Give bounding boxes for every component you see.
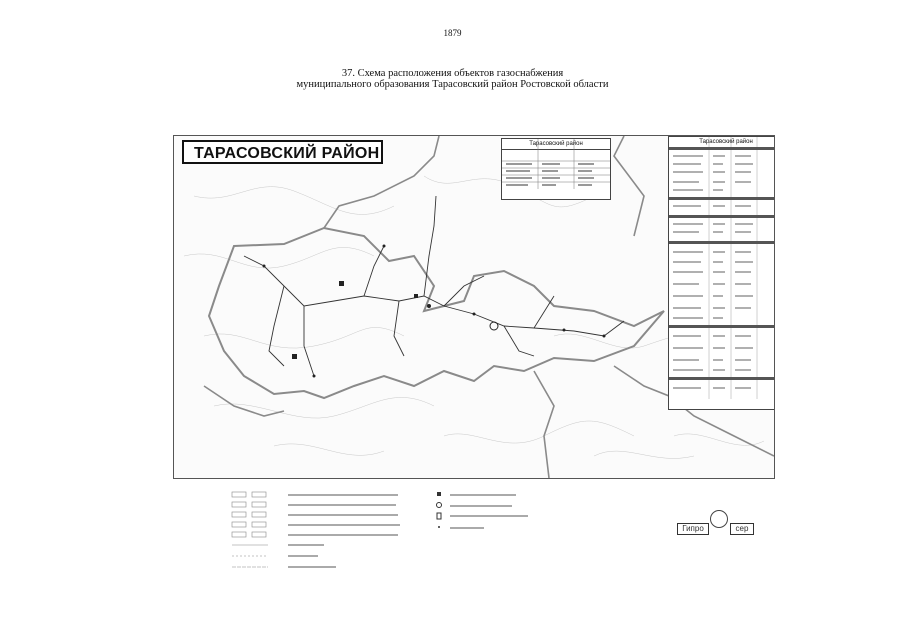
- summary-table-small-title: Тарасовский район: [502, 139, 610, 150]
- objects-table-right-title: Тарасовский район: [669, 137, 775, 148]
- emblem-icon: [710, 510, 728, 528]
- logo-left: Гипро: [677, 523, 709, 535]
- page-number: 1879: [443, 28, 462, 38]
- title-line-1: 37. Схема расположения объектов газоснабжения: [341, 68, 564, 79]
- title-line-2: муниципального образования Тарасовский район Ростовской области: [296, 79, 609, 90]
- district-label: ТАРАСОВСКИЙ РАЙОН: [182, 140, 383, 164]
- logo-right: сер: [730, 523, 754, 535]
